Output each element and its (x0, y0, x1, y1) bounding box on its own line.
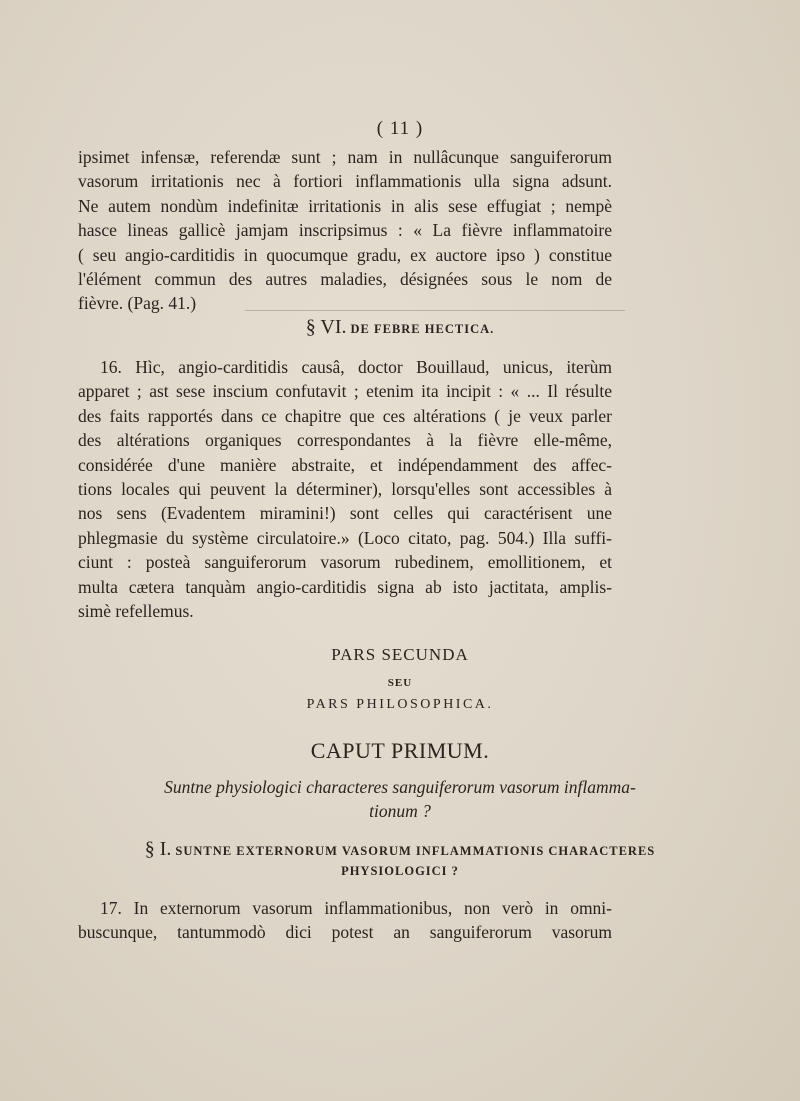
part-subtitle: PARS PHILOSOPHICA. (306, 697, 494, 712)
chapter-question-line-1: Suntne physiologici characteres sanguiferorum vasorum inflamma- (164, 777, 636, 797)
text-line: des faits rapportés dans ce chapitre que ces altérations ( je veux parler (78, 405, 612, 426)
paragraph-3 (78, 896, 612, 945)
text-line: multa cætera tanquàm angio-carditidis signa ab isto jactitata, amplis- (78, 576, 612, 597)
section-mark: § I. (144, 838, 172, 860)
text-line: 16. Hìc, angio-carditidis causâ, doctor Bouillaud, unicus, iterùm (100, 357, 612, 377)
text-line: phlegmasie du système circulatoire.» (Loco citato, pag. 504.) Illa suffi- (78, 527, 612, 548)
chapter-title: CAPUT PRIMUM. (310, 738, 490, 763)
part-title: PARS SECUNDA (331, 645, 469, 664)
text-line: simè refellemus. (78, 601, 194, 622)
page-number: ( 11 ) (376, 118, 424, 139)
section-mark: § VI. (305, 316, 347, 338)
section-title: SUNTNE EXTERNORUM VASORUM INFLAMMATIONIS CHARACTERES (175, 844, 656, 858)
text-line: apparet ; ast sese inscium confutavit ; etenim ita incipit : « ... Il résulte (78, 381, 612, 402)
text-line: Ne autem nondùm indefinitæ irritationis in alis sese effugiat ; nempè (78, 195, 612, 216)
text-line: ( seu angio-carditidis in quocumque gradu, ex auctore ipso ) constitue (78, 244, 612, 265)
text-line: des altérations organiques correspondantes à la fièvre elle-même, (78, 430, 612, 451)
section-title-line-2: PHYSIOLOGICI ? (341, 864, 459, 878)
paragraph-1 (78, 145, 612, 316)
text-line: tions locales qui peuvent la déterminer), lorsqu'elles sont accessibles à (78, 479, 612, 500)
part-seu: SEU (387, 677, 413, 689)
divider (245, 310, 625, 311)
text-line: buscunque, tantummodò dici potest an sanguiferorum vasorum (78, 922, 612, 943)
section-title: DE FEBRE HECTICA. (350, 322, 495, 336)
paragraph-2 (78, 355, 612, 623)
text-line: nos sens (Evadentem miramini!) sont celles qui caractérisent une (78, 503, 612, 524)
text-line: ciunt : posteà sanguiferorum vasorum rubedinem, emollitionem, et (78, 552, 612, 573)
section-heading-vi (0, 316, 800, 339)
text-line: ipsimet infensæ, referendæ sunt ; nam in nullâcunque sanguiferorum (78, 147, 612, 167)
text-line: fièvre. (Pag. 41.) (78, 293, 197, 314)
text-line: l'élément commun des autres maladies, désignées sous le nom de (78, 269, 612, 290)
text-line: vasorum irritationis nec à fortiori inflammationis ulla signa adsunt. (78, 171, 612, 192)
text-line: hasce lineas gallicè jamjam inscripsimus : « La fièvre inflammatoire (78, 220, 612, 241)
text-line: considérée d'une manière abstraite, et indépendamment des affec- (78, 454, 612, 475)
chapter-question-line-2: tionum ? (369, 801, 431, 821)
section-heading-i (0, 838, 800, 861)
text-line: 17. In externorum vasorum inflammationibus, non verò in omni- (100, 898, 612, 918)
